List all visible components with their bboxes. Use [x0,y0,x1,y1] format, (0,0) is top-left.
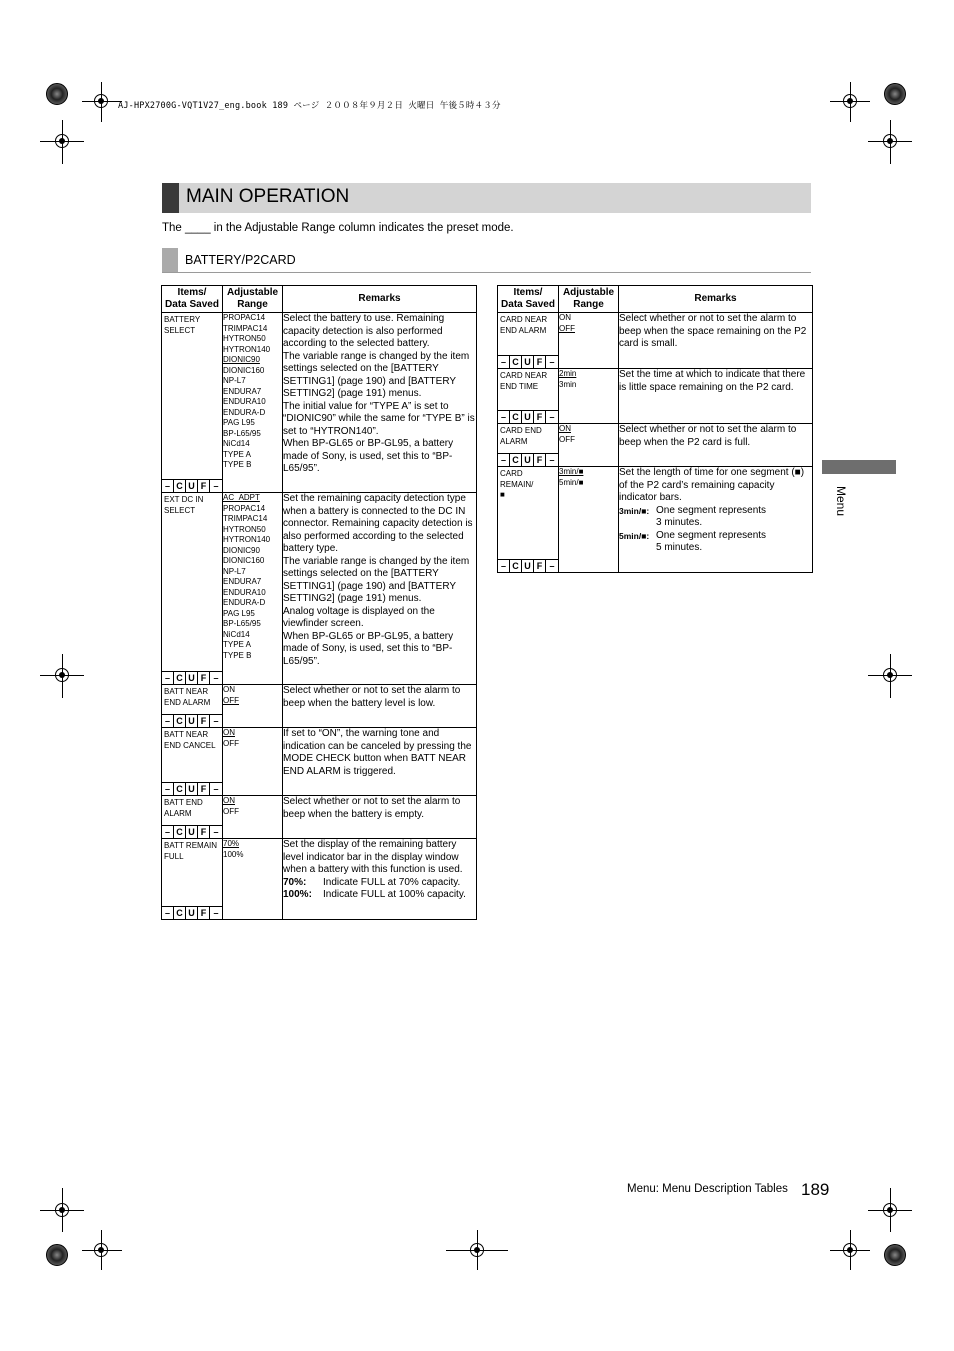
page-number: 189 [801,1180,830,1199]
left-menu-table [161,285,477,920]
data-saved-flags: – C U F – [162,479,222,492]
remarks-cell: Set the display of the remaining battery level indicator bar in the display window when a battery with this function is used. 70%: Indicate FULL at 70% capacity. 100%: Indicate FULL at 100% capacity. [283,839,477,920]
remarks-cell: Select the battery to use. Remaining capacity detection is also performed according to the selected battery. The variable range is changed by the item settings selected on the [BATTERY SETTING1] (page 190) and [BATTERY SETTING2] (page 191) menus. The initial value for “TYPE A” is set to “DIONIC90” while the same for “TYPE B” is set to “HYTRON140”. When BP-GL65 or BP-GL95, a battery made of Sony, is used, set this to “BP-L65/95”. [283,313,477,493]
crosshair-icon [55,668,69,682]
crosshair-icon [55,1203,69,1217]
range-cell: 2min 3min [559,369,619,424]
range-cell: ON OFF [223,728,283,796]
table-row [498,369,813,424]
right-menu-table [497,285,813,573]
section-title: MAIN OPERATION [186,186,350,207]
range-header: Adjustable Range [559,286,619,313]
remarks-cell: If set to “ON”, the warning tone and indication can be canceled by pressing the MODE CHECK button when BATT NEAR END ALARM is triggered. [283,728,477,796]
registration-dot-icon [884,83,906,105]
remarks-cell: Set the remaining capacity detection type when a battery is connected to the DC IN connector. Remaining capacity detection is also performed according to the selected battery type. The variable range is changed by the item settings selected on the [BATTERY SETTING1] (page 190) and [BATTERY SETTING2] (page 191) menus. Analog voltage is displayed on the viewfinder screen. When BP-GL65 or BP-GL95, a battery made of Sony, is used, set this to “BP-L65/95”. [283,493,477,685]
crosshair-icon [883,668,897,682]
data-saved-flags: – C U F – [498,355,558,368]
crosshair-icon [94,1243,108,1257]
side-tab-marker [822,460,896,474]
data-saved-flags: – C U F – [162,671,222,684]
range-header: Adjustable Range [223,286,283,313]
range-cell: 70% 100% [223,839,283,920]
crosshair-icon [883,1203,897,1217]
data-saved-flags: – C U F – [498,559,558,572]
item-cell: CARD END ALARM – C U F – [498,424,559,467]
remarks-header: Remarks [283,286,477,313]
item-cell: CARD NEAR END ALARM – C U F – [498,313,559,369]
data-saved-flags: – C U F – [498,410,558,423]
remarks-header: Remarks [619,286,813,313]
remarks-cell: Select whether or not to set the alarm to beep when the P2 card is full. [619,424,813,467]
table-row [162,728,477,796]
item-cell: BATT NEAR END ALARM – C U F – [162,685,223,728]
range-cell: PROPAC14 TRIMPAC14 HYTRON50 HYTRON140 DIONIC90 DIONIC160 NP-L7 ENDURA7 ENDURA10 ENDURA-D PAG L95 BP-L65/95 NiCd14 TYPE A TYPE B [223,313,283,493]
crosshair-icon [843,94,857,108]
remarks-cell: Set the time at which to indicate that there is little space remaining on the P2 card. [619,369,813,424]
print-header-info: AJ-HPX2700G-VQT1V27_eng.book 189 ページ ２００８年９月２日 火曜日 午後５時４３分 [118,101,501,111]
data-saved-flags: – C U F – [162,906,222,919]
table-row [162,685,477,728]
item-cell: BATT END ALARM – C U F – [162,796,223,839]
crosshair-icon [94,94,108,108]
data-saved-flags: – C U F – [162,714,222,727]
remarks-cell: Select whether or not to set the alarm to beep when the battery level is low. [283,685,477,728]
items-header: Items/ Data Saved [498,286,559,313]
table-row [162,313,477,493]
table-row [162,839,477,920]
remarks-cell: Select whether or not to set the alarm to beep when the battery is empty. [283,796,477,839]
footer-section-label: Menu: Menu Description Tables [627,1183,788,1195]
side-section-label: Menu [834,486,848,517]
registration-dot-icon [46,83,68,105]
crosshair-icon [470,1243,484,1257]
range-cell: ON OFF [223,685,283,728]
item-cell: BATT NEAR END CANCEL – C U F – [162,728,223,796]
table-row [162,796,477,839]
registration-dot-icon [46,1244,68,1266]
crosshair-icon [883,134,897,148]
item-cell: EXT DC IN SELECT – C U F – [162,493,223,685]
item-cell: CARD NEAR END TIME – C U F – [498,369,559,424]
range-cell: AC_ADPT PROPAC14 TRIMPAC14 HYTRON50 HYTRON140 DIONIC90 DIONIC160 NP-L7 ENDURA7 ENDURA10 ENDURA-D PAG L95 BP-L65/95 NiCd14 TYPE A TYPE B [223,493,283,685]
range-cell: ON OFF [559,424,619,467]
data-saved-flags: – C U F – [498,453,558,466]
items-header: Items/ Data Saved [162,286,223,313]
crosshair-icon [843,1243,857,1257]
range-cell: 3min/■ 5min/■ [559,467,619,573]
intro-text: The ____ in the Adjustable Range column indicates the preset mode. [162,222,514,234]
registration-dot-icon [884,1244,906,1266]
subsection-title-bar [162,248,811,273]
item-cell: BATT REMAIN FULL – C U F – [162,839,223,920]
range-cell: ON OFF [559,313,619,369]
table-row [498,313,813,369]
range-cell: ON OFF [223,796,283,839]
item-cell: BATTERY SELECT – C U F – [162,313,223,493]
subsection-title: BATTERY/P2CARD [185,253,296,267]
table-row [498,424,813,467]
remarks-cell: Set the length of time for one segment (■) of the P2 card’s remaining capacity indicator bars. 3min/■: One segment represents 3 minutes. 5min/■: One segment represents 5 minutes. [619,467,813,573]
data-saved-flags: – C U F – [162,782,222,795]
section-title-bar [162,183,811,213]
item-cell: CARD REMAIN/ ■ – C U F – [498,467,559,573]
data-saved-flags: – C U F – [162,825,222,838]
crosshair-icon [55,134,69,148]
table-row [162,493,477,685]
remarks-cell: Select whether or not to set the alarm to beep when the space remaining on the P2 card is small. [619,313,813,369]
table-row [498,467,813,573]
